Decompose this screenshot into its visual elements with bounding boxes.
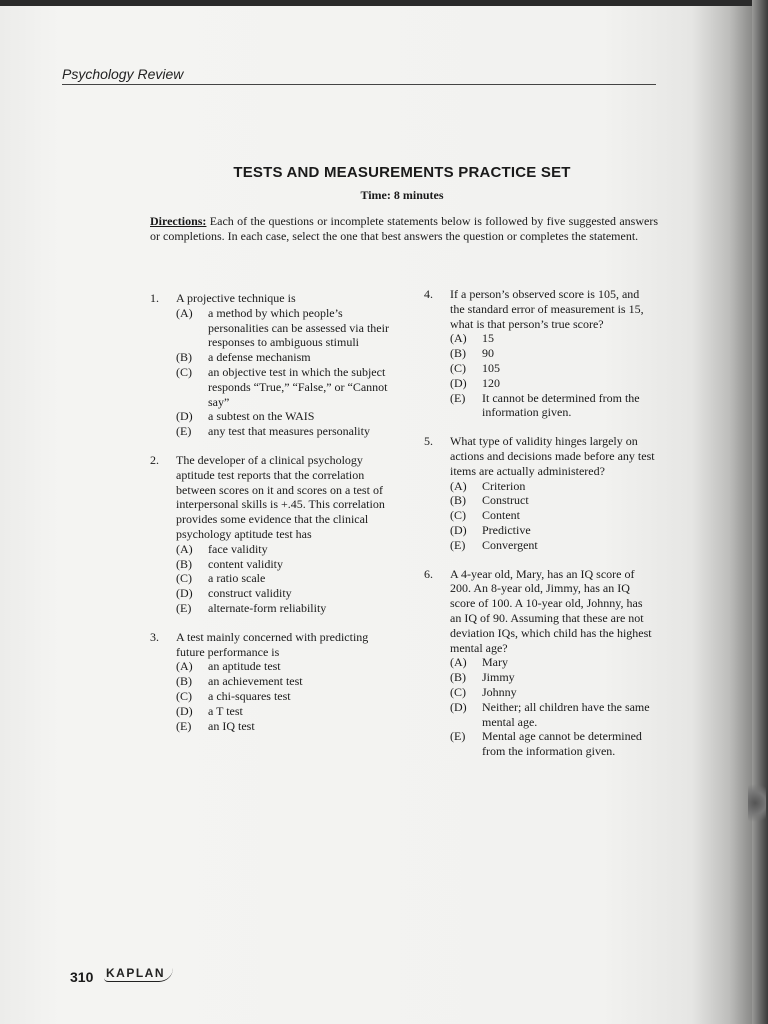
option-letter: (E) xyxy=(176,424,192,439)
question-4 xyxy=(424,287,656,420)
option-text: content validity xyxy=(208,556,283,571)
option-text: Convergent xyxy=(482,537,538,552)
answer-option xyxy=(176,306,390,350)
page-number: 310 xyxy=(70,969,94,985)
question-5 xyxy=(424,434,656,552)
option-letter: (E) xyxy=(450,537,466,552)
option-text: Content xyxy=(482,508,520,523)
answer-option xyxy=(450,523,656,538)
answer-option xyxy=(176,719,390,734)
option-text: Predictive xyxy=(482,522,531,537)
answer-option xyxy=(176,659,390,674)
option-letter: (A) xyxy=(450,655,467,670)
time-limit: Time: 8 minutes xyxy=(360,188,444,202)
left-column xyxy=(150,291,390,747)
option-text: a ratio scale xyxy=(208,571,266,586)
option-letter: (B) xyxy=(176,674,192,689)
option-text: an achievement test xyxy=(208,674,303,689)
answer-option xyxy=(450,391,656,421)
option-text: 15 xyxy=(482,331,494,346)
answer-option xyxy=(176,350,390,365)
question-text: A test mainly concerned with predicting future performance is xyxy=(176,629,369,659)
option-text: Neither; all children have the same mental age. xyxy=(482,699,650,729)
option-letter: (C) xyxy=(450,360,466,375)
answer-option xyxy=(450,685,656,700)
question-text: A 4-year old, Mary, has an IQ score of 200. An 8-year old, Jimmy, has an IQ score of 100. A 10-year old, Johnny, has an IQ of 90. Assuming that these are not deviation IQs, which child has the highest mental age? xyxy=(450,566,652,655)
option-text: Jimmy xyxy=(482,670,515,685)
answer-option xyxy=(450,479,656,494)
option-letter: (C) xyxy=(450,508,466,523)
question-number: 1. xyxy=(150,291,159,305)
option-letter: (A) xyxy=(450,478,467,493)
option-letter: (B) xyxy=(450,493,466,508)
question-3 xyxy=(150,630,390,734)
option-letter: (E) xyxy=(450,729,466,744)
question-1 xyxy=(150,291,390,439)
question-text: The developer of a clinical psychology aptitude test reports that the correlation between scores on it and scores on a test of interpersonal skills is +.45. This correlation provides some evidence that the clinical psychology aptitude test has xyxy=(176,452,385,541)
question-2 xyxy=(150,453,390,616)
option-letter: (A) xyxy=(176,541,193,556)
answer-option xyxy=(176,674,390,689)
running-head: Psychology Review xyxy=(62,66,184,82)
option-letter: (D) xyxy=(450,699,467,714)
option-text: 105 xyxy=(482,360,500,375)
answer-option xyxy=(176,557,390,572)
option-letter: (A) xyxy=(176,659,193,674)
option-text: Criterion xyxy=(482,478,526,493)
answer-option xyxy=(176,586,390,601)
answer-option xyxy=(450,331,656,346)
option-text: Johnny xyxy=(482,684,517,699)
question-stem xyxy=(150,291,390,306)
answer-option xyxy=(450,346,656,361)
page-edge-mark xyxy=(748,778,766,828)
option-letter: (C) xyxy=(176,571,192,586)
option-letter: (E) xyxy=(176,600,192,615)
option-letter: (C) xyxy=(450,684,466,699)
answer-option xyxy=(450,670,656,685)
question-stem xyxy=(424,567,656,656)
option-text: 90 xyxy=(482,346,494,361)
kaplan-logo: KAPLAN xyxy=(104,966,173,982)
document-page xyxy=(0,6,752,1024)
question-text: A projective technique is xyxy=(176,291,296,305)
directions-text: Each of the questions or incomplete statements below is followed by five suggested answers or completions. In each case, select the one that best answers the question or completes the statement. xyxy=(150,214,658,243)
option-letter: (A) xyxy=(450,331,467,346)
directions-label: Directions: xyxy=(150,214,207,228)
option-text: It cannot be determined from the information given. xyxy=(482,390,640,420)
option-text: a method by which people’s personalities can be assessed via their responses to ambiguous stimuli xyxy=(208,305,389,350)
question-stem xyxy=(150,630,390,660)
answer-option xyxy=(450,538,656,553)
option-text: Mental age cannot be determined from the information given. xyxy=(482,729,642,759)
question-number: 6. xyxy=(424,566,433,581)
option-letter: (E) xyxy=(176,718,192,733)
directions xyxy=(150,214,658,244)
question-text: If a person’s observed score is 105, and the standard error of measurement is 15, what is that person’s true score? xyxy=(450,287,644,331)
option-text: Mary xyxy=(482,655,508,670)
answer-option xyxy=(450,700,656,730)
answer-option xyxy=(176,424,390,439)
option-letter: (E) xyxy=(450,390,466,405)
option-letter: (B) xyxy=(450,346,466,361)
answer-option xyxy=(450,729,656,759)
option-text: construct validity xyxy=(208,586,292,601)
option-text: a T test xyxy=(208,703,243,718)
option-text: a chi-squares test xyxy=(208,688,291,703)
option-text: a subtest on the WAIS xyxy=(208,409,315,424)
option-letter: (D) xyxy=(176,703,193,718)
option-text: an IQ test xyxy=(208,718,255,733)
option-text: Construct xyxy=(482,493,529,508)
option-text: an aptitude test xyxy=(208,659,281,674)
question-stem xyxy=(424,434,656,478)
answer-option xyxy=(450,508,656,523)
option-text: alternate-form reliability xyxy=(208,600,327,615)
option-letter: (B) xyxy=(176,350,192,365)
option-letter: (D) xyxy=(176,586,193,601)
answer-option xyxy=(450,361,656,376)
question-number: 5. xyxy=(424,434,433,449)
answer-option xyxy=(450,655,656,670)
answer-option xyxy=(450,493,656,508)
answer-option xyxy=(176,689,390,704)
option-text: 120 xyxy=(482,375,500,390)
option-letter: (D) xyxy=(450,522,467,537)
option-text: a defense mechanism xyxy=(208,350,311,365)
question-number: 2. xyxy=(150,452,159,467)
page-title: TESTS AND MEASUREMENTS PRACTICE SET xyxy=(233,164,571,181)
option-letter: (B) xyxy=(450,670,466,685)
option-letter: (B) xyxy=(176,556,192,571)
option-text: an objective test in which the subject responds “True,” “False,” or “Cannot say” xyxy=(208,364,388,409)
answer-option xyxy=(176,542,390,557)
question-stem xyxy=(424,287,656,331)
option-letter: (C) xyxy=(176,364,192,379)
right-column xyxy=(424,287,656,773)
option-letter: (D) xyxy=(450,375,467,390)
answer-option xyxy=(176,704,390,719)
option-text: face validity xyxy=(208,541,268,556)
answer-option xyxy=(176,365,390,409)
option-letter: (A) xyxy=(176,305,193,320)
answer-option xyxy=(176,601,390,616)
question-text: What type of validity hinges largely on actions and decisions made before any test items are actually administered? xyxy=(450,434,655,478)
question-stem xyxy=(150,453,390,542)
question-6 xyxy=(424,567,656,759)
answer-option xyxy=(176,571,390,586)
header-rule xyxy=(62,84,656,85)
answer-option xyxy=(176,409,390,424)
question-number: 3. xyxy=(150,629,159,644)
page-edge-shadow xyxy=(752,0,768,1024)
answer-option xyxy=(450,376,656,391)
option-letter: (C) xyxy=(176,688,192,703)
option-text: any test that measures personality xyxy=(208,424,370,439)
question-number: 4. xyxy=(424,287,433,301)
option-letter: (D) xyxy=(176,409,193,424)
